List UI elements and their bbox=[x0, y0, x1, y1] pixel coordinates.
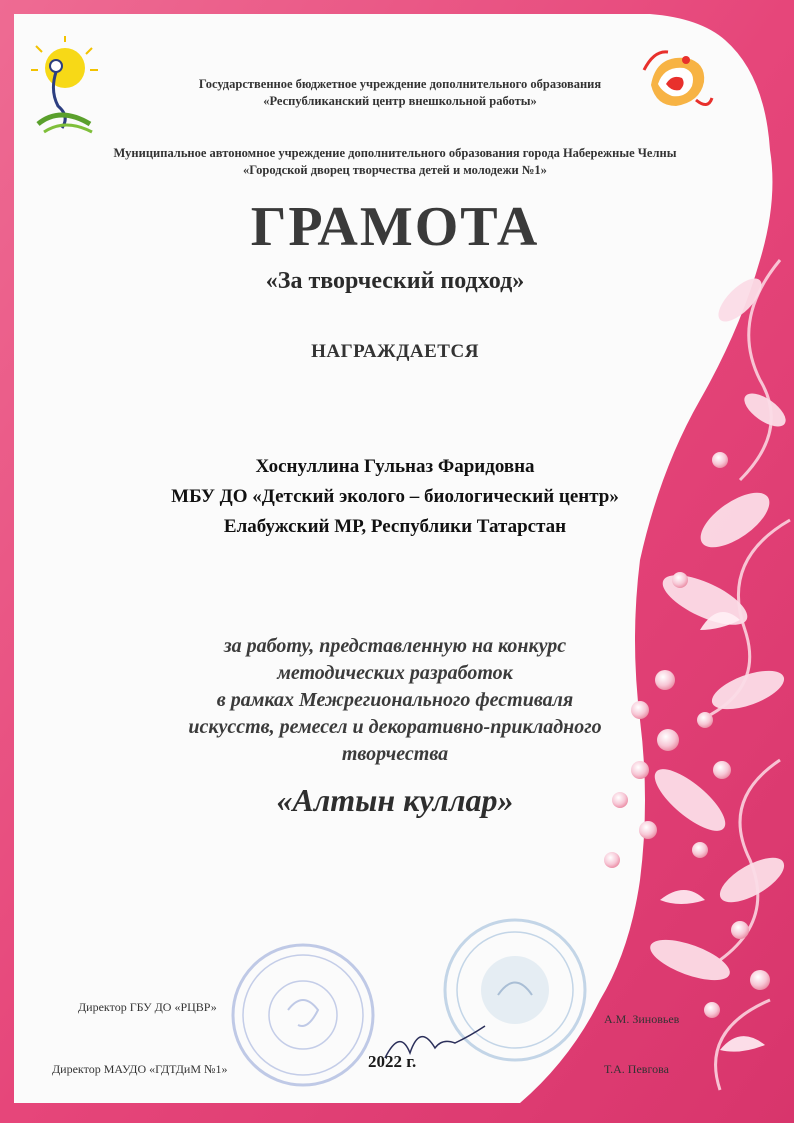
round-stamp-left bbox=[228, 940, 378, 1090]
award-reason bbox=[100, 633, 690, 768]
reason-line-4: искусств, ремесел и декоративно-прикладного bbox=[188, 716, 602, 738]
award-year: 2022 г. bbox=[368, 1052, 417, 1071]
awarded-heading: НАГРАЖДАЕТСЯ bbox=[311, 341, 479, 362]
organizer-city-palace bbox=[60, 145, 730, 179]
director2-label: Директор МАУДО «ГДТДиМ №1» bbox=[52, 1062, 228, 1076]
director1-name: А.М. Зиновьев bbox=[604, 1012, 680, 1026]
recipient-region: Елабужский МР, Республики Татарстан bbox=[223, 516, 567, 537]
reason-line-2: методических разработок bbox=[277, 662, 513, 684]
reason-line-1: за работу, представленную на конкурс bbox=[223, 635, 567, 657]
certificate-title: ГРАМОТА bbox=[250, 196, 540, 258]
organizer2-line-2: «Городской дворец творчества детей и молодежи №1» bbox=[243, 163, 547, 177]
organizer-line-1: Государственное бюджетное учреждение дополнительного образования bbox=[198, 77, 602, 91]
certificate-subtitle: «За творческий подход» bbox=[265, 268, 525, 294]
director1-label: Директор ГБУ ДО «РЦВР» bbox=[78, 1000, 217, 1014]
organizer-republican-center bbox=[140, 76, 660, 110]
festival-name: «Алтын куллар» bbox=[276, 782, 514, 818]
reason-line-3: в рамках Межрегионального фестиваля bbox=[216, 689, 574, 711]
sun-child-logo bbox=[30, 36, 100, 136]
recipient-block bbox=[80, 452, 710, 542]
director2-name: Т.А. Певгова bbox=[604, 1062, 669, 1076]
recipient-organization: МБУ ДО «Детский эколого – биологический центр» bbox=[171, 486, 619, 507]
organizer2-line-1: Муниципальное автономное учреждение дополнительного образования города Набережные Челны bbox=[113, 146, 677, 160]
recipient-name: Хоснуллина Гульназ Фаридовна bbox=[255, 456, 535, 477]
organizer-line-2: «Республиканский центр внешкольной работы» bbox=[263, 94, 537, 108]
reason-line-5: творчества bbox=[341, 743, 449, 765]
